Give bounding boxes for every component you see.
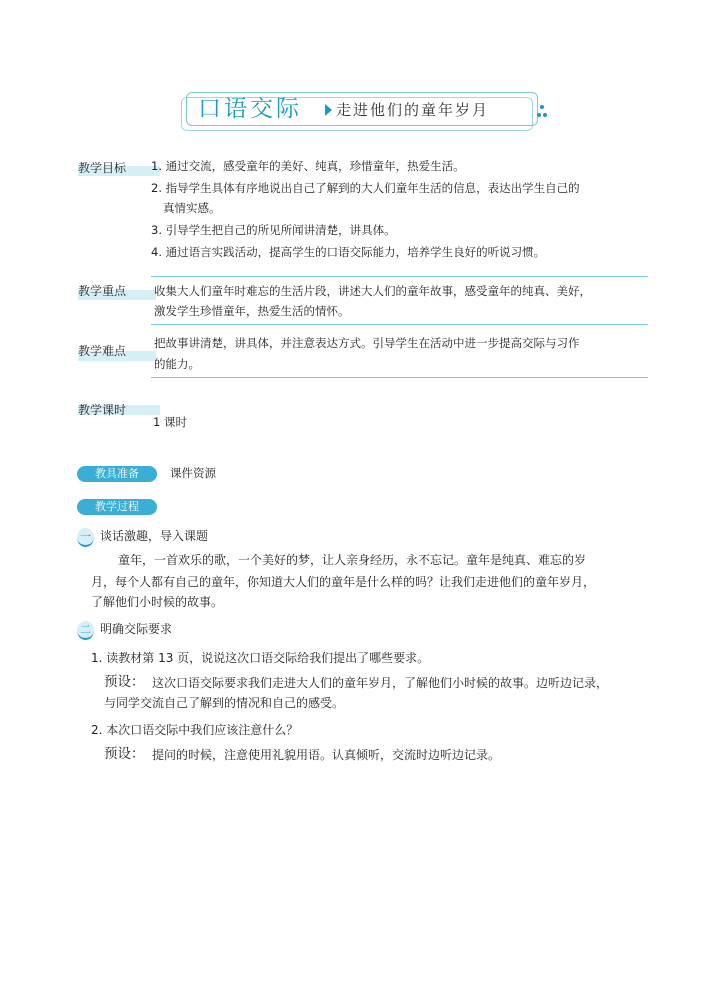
difficulties-text: 把故事讲清楚，讲具体，并注意表达方式。引导学生在活动中进一步提高交际与习作 [154, 336, 580, 350]
answer-text: 这次口语交际要求我们走进大人们的童年岁月，了解他们小时候的故事。边听边记录， [152, 676, 609, 690]
divider [151, 324, 648, 325]
divider [151, 377, 648, 378]
key-points-label: 教学重点 [78, 284, 127, 298]
divider [151, 276, 648, 277]
lesson-title: 走进他们的童年岁月 [336, 101, 490, 119]
section-title: 谈话激趣，导入课题 [100, 529, 209, 543]
lesson-category-title: 口语交际 [198, 96, 302, 122]
section-title: 明确交际要求 [100, 622, 173, 636]
section-number-badge: 二 [77, 621, 94, 640]
objective-item: 1. 通过交流，感受童年的美好、纯真，珍惜童年，热爱生活。 [151, 159, 465, 173]
triangle-arrow-icon [325, 104, 332, 116]
objective-item: 3. 引导学生把自己的所见所闻讲清楚，讲具体。 [151, 223, 396, 237]
process-label: 教学过程 [77, 499, 157, 515]
materials-value: 课件资源 [170, 466, 216, 480]
objective-item: 4. 通过语言实践活动，提高学生的口语交际能力，培养学生良好的听说习惯。 [151, 245, 546, 259]
difficulties-label: 教学难点 [78, 344, 127, 358]
answer-prefix: 预设： [104, 746, 145, 762]
question: 1. 读教材第 13 页，说说这次口语交际给我们提出了哪些要求。 [91, 651, 430, 665]
section-body: 了解他们小时候的故事。 [91, 595, 224, 609]
section-number-badge: 一 [77, 528, 94, 547]
objective-item: 真情实感。 [163, 201, 221, 215]
hours-label: 教学课时 [78, 403, 127, 417]
section-body: 童年，一首欢乐的歌，一个美好的梦，让人亲身经历，永不忘记。童年是纯真、难忘的岁 [118, 553, 587, 567]
key-points-text: 收集大人们童年时难忘的生活片段，讲述大人们的童年故事，感受童年的纯真、美好， [154, 284, 591, 298]
objectives-label: 教学目标 [78, 161, 127, 175]
section-body: 月，每个人都有自己的童年，你知道大人们的童年是什么样的吗？让我们走进他们的童年岁月， [91, 575, 596, 589]
materials-label: 教具准备 [77, 466, 157, 482]
answer-prefix: 预设： [104, 674, 145, 690]
objective-item: 2. 指导学生具体有序地说出自己了解到的大人们童年生活的信息，表达出学生自己的 [151, 181, 580, 195]
hours-value: 1 课时 [153, 415, 187, 429]
answer-text: 与同学交流自己了解到的情况和自己的感受。 [104, 696, 345, 710]
dots-decoration-icon [537, 104, 547, 120]
answer-text: 提问的时候，注意使用礼貌用语。认真倾听，交流时边听边记录。 [152, 748, 501, 762]
key-points-text: 激发学生珍惜童年，热爱生活的情怀。 [154, 304, 350, 318]
question: 2. 本次口语交际中我们应该注意什么？ [91, 723, 299, 737]
difficulties-text: 的能力。 [154, 357, 200, 371]
